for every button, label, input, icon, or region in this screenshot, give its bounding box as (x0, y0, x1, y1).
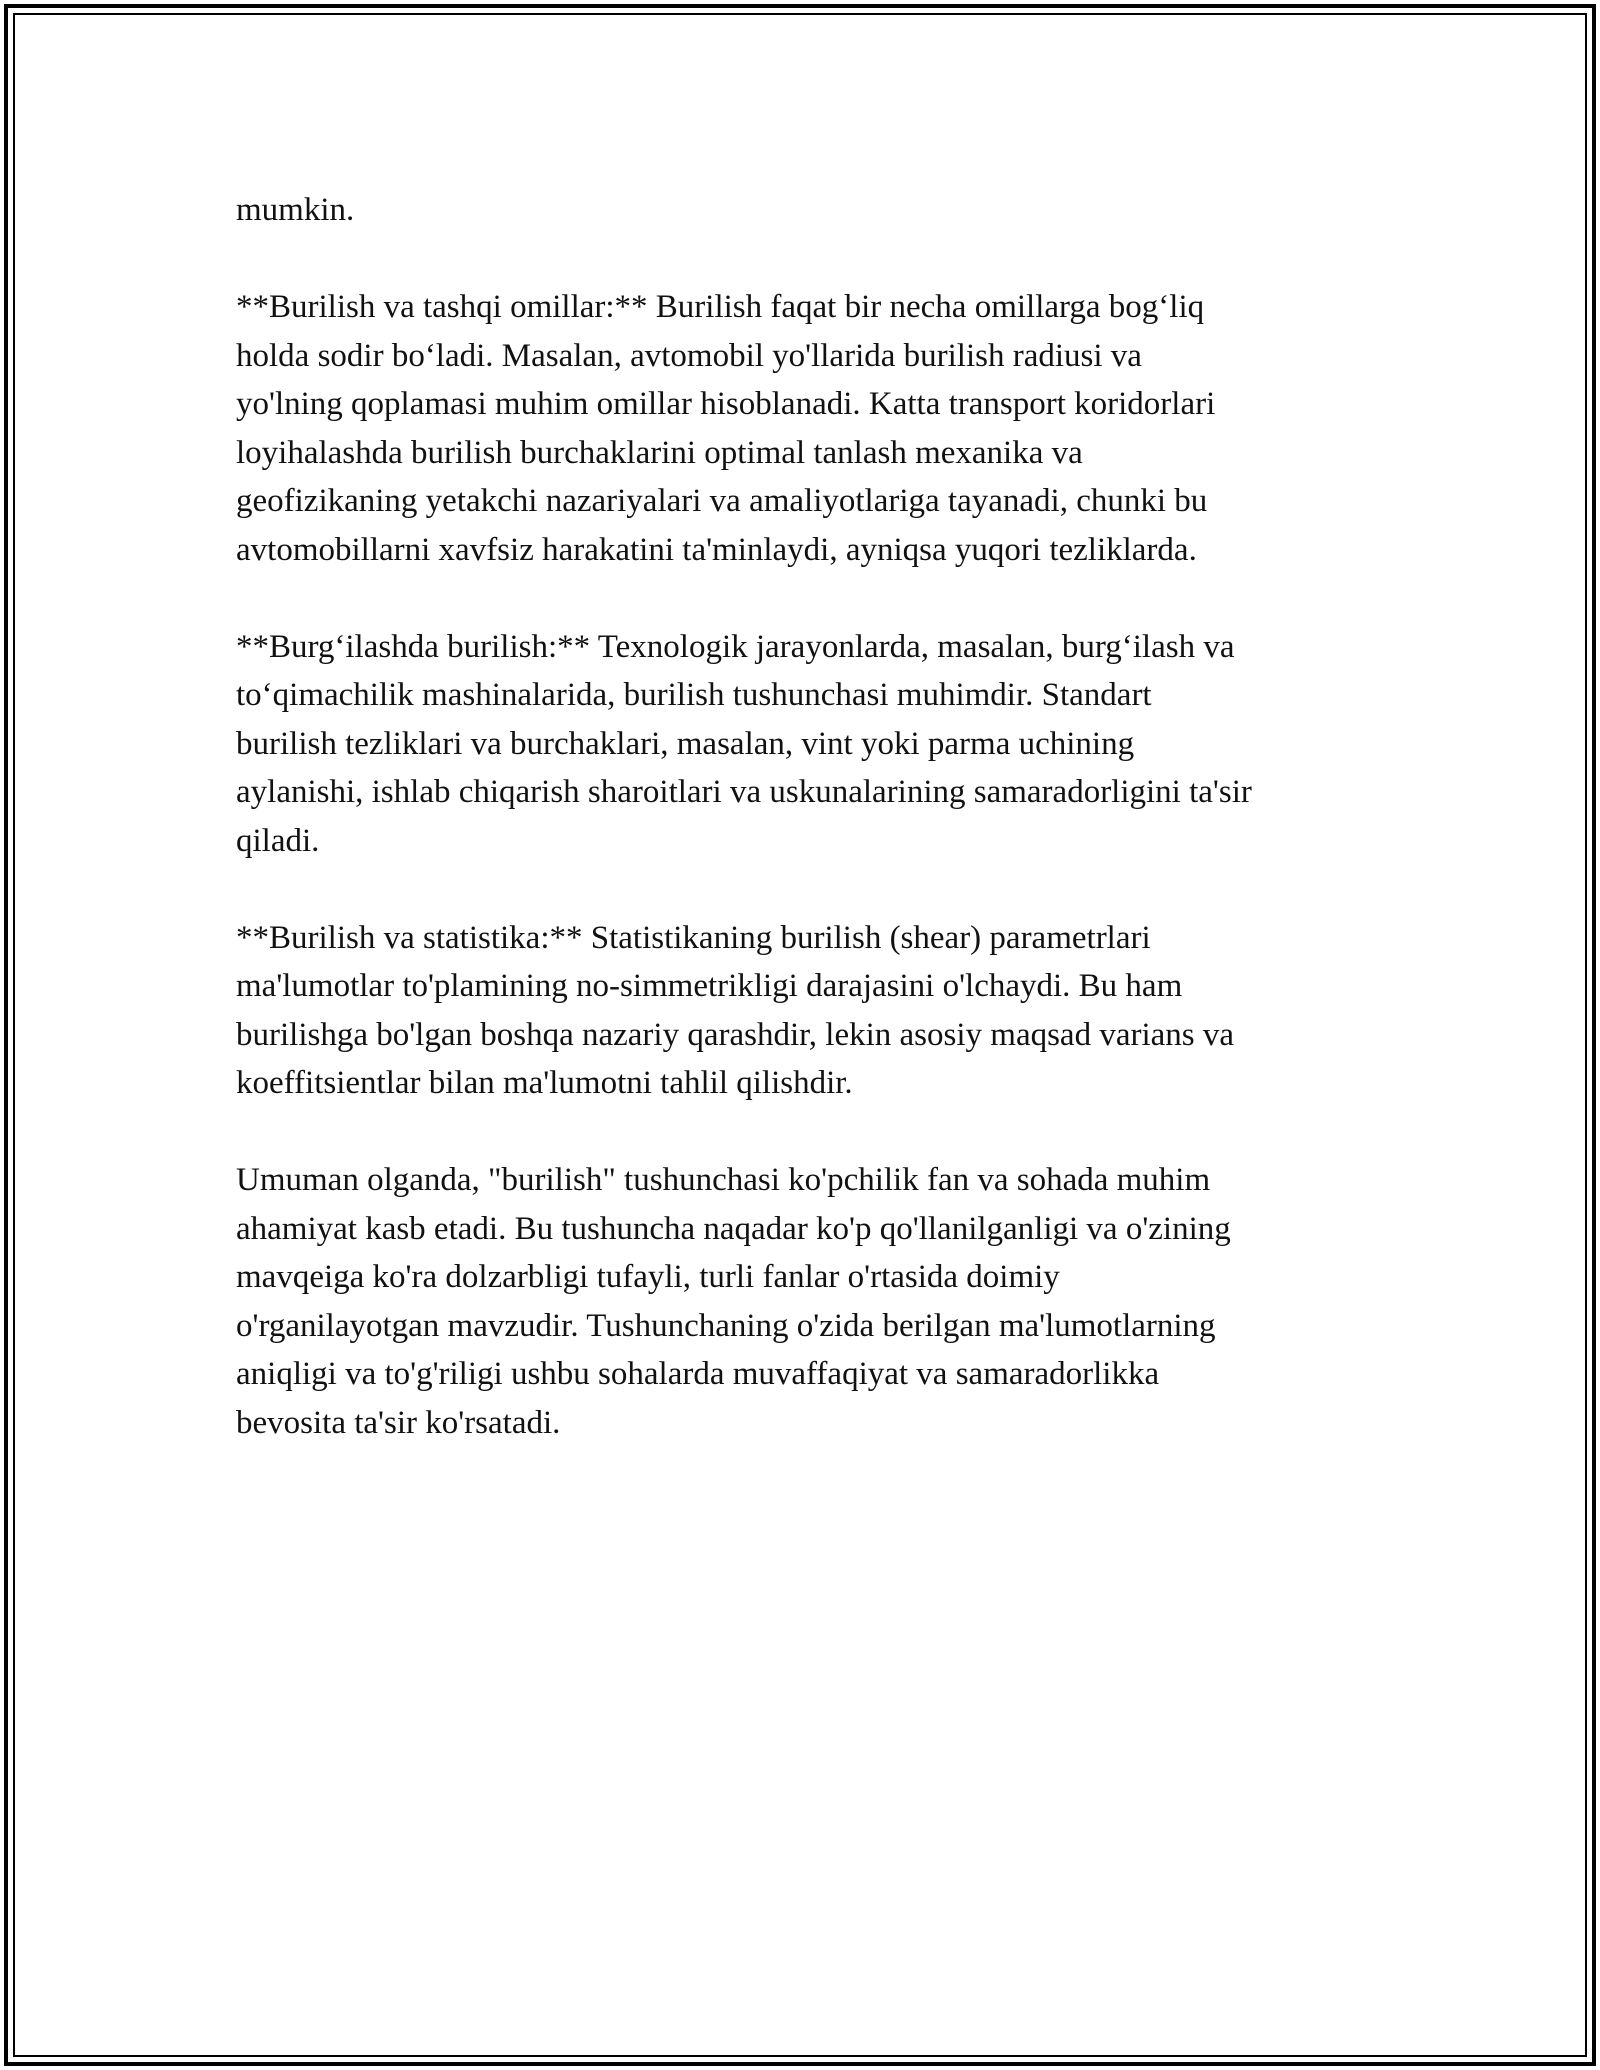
paragraph-statistics: **Burilish va statistika:** Statistikaning burilish (shear) parametrlari ma'lumotlar to'plamining no-simmetrikligi darajasini o'lchaydi. Bu ham burilishga bo'lgan boshqa nazariy qarashdir, lekin asosiy maqsad varians va koeffitsientlar bilan ma'lumotni tahlil qilishdir. (236, 919, 1235, 1101)
document-body (236, 186, 1386, 1496)
paragraph-continuation: mumkin. (236, 192, 355, 228)
paragraph-external-factors: **Burilish va tashqi omillar:** Burilish faqat bir necha omillarga bog‘liq holda sodir bo‘ladi. Masalan, avtomobil yo'llarida burilish radiusi va yo'lning qoplamasi muhim omillar hisoblanadi. Katta transport koridorlari loyihalashda burilish burchaklarini optimal tanlash mexanika va geofizikaning yetakchi nazariyalari va amaliyotlariga tayanadi, chunki bu avtomobillarni xavfsiz harakatini ta'minlaydi, ayniqsa yuqori tezliklarda. (236, 289, 1216, 568)
paragraph-drilling: **Burg‘ilashda burilish:** Texnologik jarayonlarda, masalan, burg‘ilash va to‘qimachilik mashinalarida, burilish tushunchasi muhimdir. Standart burilish tezliklari va burchaklari, masalan, vint yoki parma uchining aylanishi, ishlab chiqarish sharoitlari va uskunalarining samaradorligini ta'sir qiladi. (236, 628, 1252, 859)
paragraph-conclusion: Umuman olganda, "burilish" tushunchasi ko'pchilik fan va sohada muhim ahamiyat kasb etadi. Bu tushuncha naqadar ko'p qo'llanilganligi va o'zining mavqeiga ko'ra dolzarbligi tufayli, turli fanlar o'rtasida doimiy o'rganilayotgan mavzudir. Tushunchaning o'zida berilgan ma'lumotlarning aniqligi va to'g'riligi ushbu sohalarda muvaffaqiyat va samaradorlikka bevosita ta'sir ko'rsatadi. (236, 1162, 1231, 1441)
